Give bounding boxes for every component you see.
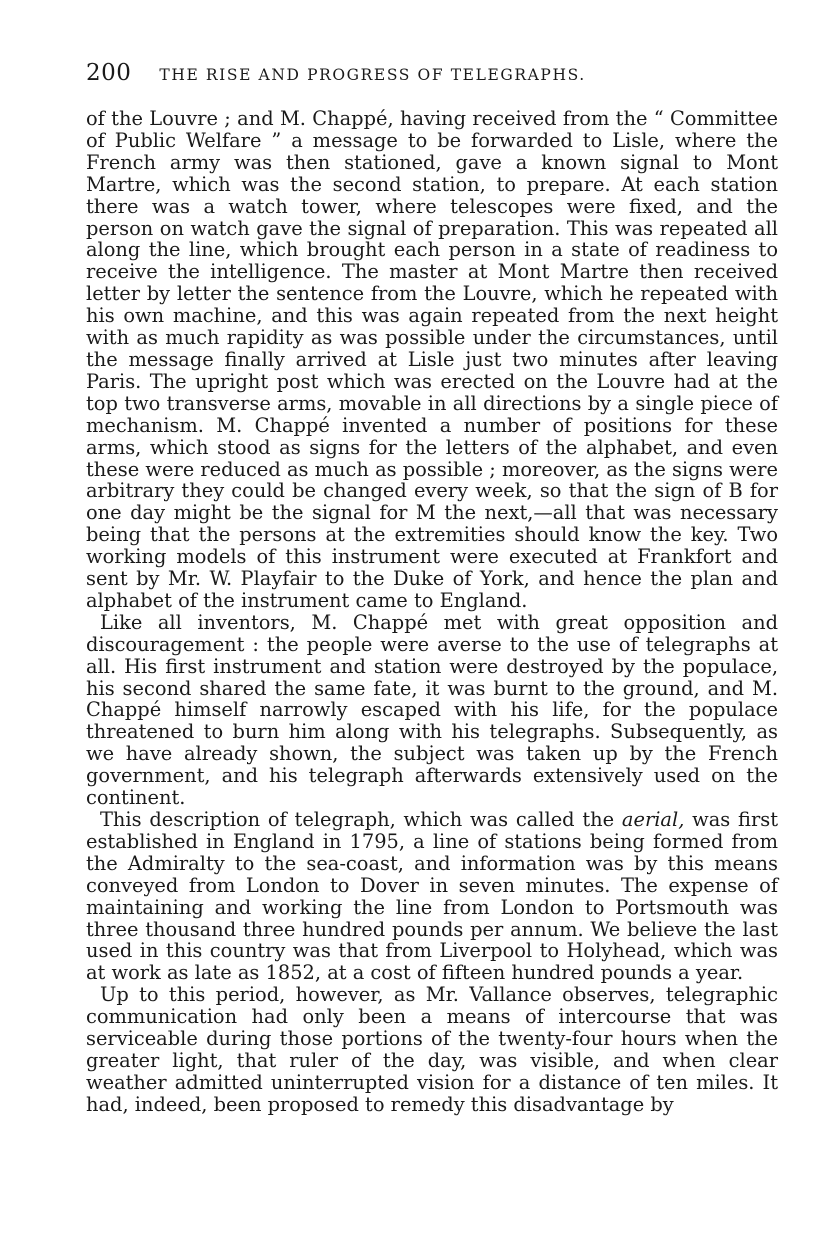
paragraph-aerial-text-before: This description of telegraph, which was called the <box>100 808 622 831</box>
page-number: 200 <box>86 60 132 86</box>
paragraph-continuation: of the Louvre ; and M. Chappé, having received from the “ Committee of Public Welfare ” a message to be forwarded to Lisle, where the French army was then stationed, gave a known signal to Mont Martre, which was the second station, to prepare. At each station there was a watch tower, where telescopes were fixed, and the person on watch gave the signal of preparation. This was repeated all along the line, which brought each person in a state of readiness to receive the intelligence. The master at Mont Martre then received letter by letter the sentence from the Louvre, which he repeated with his own machine, and this was again repeated from the next height with as much rapidity as was possible under the circumstances, until the message finally arrived at Lisle just two minutes after leaving Paris. The upright post which was erected on the Louvre had at the top two transverse arms, movable in all directions by a single piece of mechanism. M. Chappé invented a number of positions for these arms, which stood as signs for the letters of the alphabet, and even these were reduced as much as possible ; moreover, as the signs were arbitrary they could be changed every week, so that the sign of B for one day might be the signal for M the next,—all that was necessary being that the persons at the extremities should know the key. Two working models of this instrument were executed at Frankfort and sent by Mr. W. Playfair to the Duke of York, and hence the plan and alphabet of the instrument came to England. <box>86 107 778 612</box>
paragraph-aerial-text-after: was first established in England in 1795, a line of stations being formed from the Admiralty to the sea-coast, and information was by this means conveyed from London to Dover in seven minutes. The expense of maintaining and working the line from London to Portsmouth was three thousand three hundred pounds per annum. We believe the last used in this country was that from Liverpool to Holyhead, which was at work as late as 1852, at a cost of fifteen hundred pounds a year. <box>86 808 778 985</box>
running-title: THE RISE AND PROGRESS OF TELEGRAPHS. <box>159 66 586 84</box>
aerial-emphasis: aerial, <box>621 808 685 831</box>
page-header <box>86 60 786 90</box>
paragraph-opposition: Like all inventors, M. Chappé met with great opposition and discouragement : the people were averse to the use of telegraphs at all. His first instrument and station were destroyed by the populace, his second shared the same fate, it was burnt to the ground, and M. Chappé himself narrowly escaped with his life, for the populace threatened to burn him along with his telegraphs. Subsequently, as we have already shown, the subject was taken up by the French government, and his telegraph afterwards extensively used on the continent. <box>86 610 778 810</box>
paragraph-vallance: Up to this period, however, as Mr. Vallance observes, telegraphic communication had only been a means of intercourse that was serviceable during those portions of the twenty-four hours when the greater light, that ruler of the day, was visible, and when clear weather admitted uninterrupted vision for a distance of ten miles. It had, indeed, been proposed to remedy this disadvantage by <box>86 983 778 1116</box>
paragraph-aerial-telegraph <box>86 809 778 984</box>
body-text <box>86 108 778 1116</box>
